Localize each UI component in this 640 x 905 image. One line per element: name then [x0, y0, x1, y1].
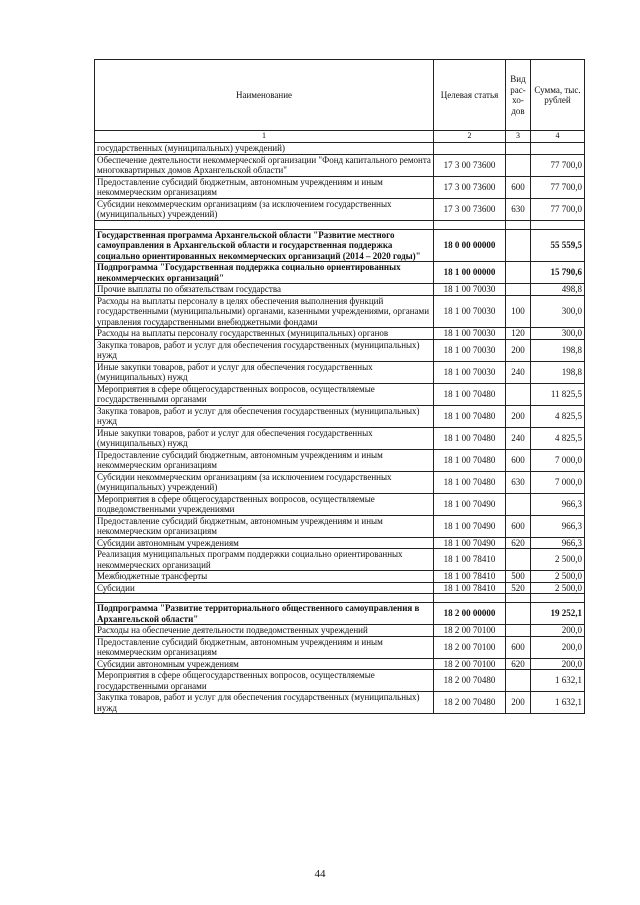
row-name: Подпрограмма "Развитие территориального общественного самоуправления в Архангельской области" [95, 603, 434, 625]
table-row [95, 449, 585, 471]
row-name: Расходы на выплаты персоналу в целях обеспечения выполнения функций государственными (муниципальными) органами, казенными учреждениями, органами управления государственными внебюджетными фондами [95, 295, 434, 328]
row-expense-type [506, 143, 531, 155]
row-amount: 19 252,1 [531, 603, 585, 625]
row-amount: 4 825,5 [531, 405, 585, 427]
table-row [95, 625, 585, 637]
row-amount: 15 790,6 [531, 262, 585, 284]
table-row [95, 295, 585, 328]
row-target-code: 18 1 00 70480 [434, 449, 506, 471]
row-expense-type: 600 [506, 636, 531, 658]
row-name: Мероприятия в сфере общегосударственных вопросов, осуществляемые государственными органами [95, 383, 434, 405]
row-expense-type [506, 383, 531, 405]
row-name: Субсидии некоммерческим организациям (за исключением государственных (муниципальных) учреждений) [95, 198, 434, 220]
row-name: Предоставление субсидий бюджетным, автономным учреждениям и иным некоммерческим организациям [95, 449, 434, 471]
row-expense-type [506, 594, 531, 603]
table-row [95, 515, 585, 537]
row-expense-type [506, 262, 531, 284]
spacer-row [95, 220, 585, 229]
row-name: Расходы на обеспечение деятельности подведомственных учреждений [95, 625, 434, 637]
row-amount: 200,0 [531, 658, 585, 670]
table-row [95, 284, 585, 296]
row-target-code: 18 1 00 70480 [434, 427, 506, 449]
row-name: Подпрограмма "Государственная поддержка социально ориентированных некоммерческих организаций" [95, 262, 434, 284]
row-expense-type: 240 [506, 427, 531, 449]
row-amount: 966,3 [531, 515, 585, 537]
row-name: Мероприятия в сфере общегосударственных вопросов, осуществляемые государственными органами [95, 670, 434, 692]
row-target-code: 18 1 00 78410 [434, 582, 506, 594]
row-name: Мероприятия в сфере общегосударственных вопросов, осуществляемые подведомственными учреждениями [95, 493, 434, 515]
row-target-code [434, 143, 506, 155]
row-amount: 198,8 [531, 339, 585, 361]
table-row [95, 383, 585, 405]
row-target-code: 18 1 00 70030 [434, 328, 506, 340]
row-amount [531, 220, 585, 229]
row-amount: 300,0 [531, 295, 585, 328]
row-target-code: 17 3 00 73600 [434, 198, 506, 220]
row-target-code: 18 1 00 00000 [434, 262, 506, 284]
row-amount: 7 000,0 [531, 449, 585, 471]
page-number: 44 [314, 868, 326, 880]
row-amount: 11 825,5 [531, 383, 585, 405]
row-amount: 300,0 [531, 328, 585, 340]
row-expense-type: 200 [506, 692, 531, 714]
row-name: Субсидии некоммерческим организациям (за исключением государственных (муниципальных) учреждений) [95, 471, 434, 493]
row-name: Предоставление субсидий бюджетным, автономным учреждениям и иным некоммерческим организациям [95, 176, 434, 198]
row-name: Субсидии автономным учреждениям [95, 537, 434, 549]
row-amount: 77 700,0 [531, 176, 585, 198]
row-amount: 1 632,1 [531, 670, 585, 692]
table-row [95, 603, 585, 625]
row-expense-type [506, 603, 531, 625]
table-header-row [95, 60, 585, 131]
table-row [95, 361, 585, 383]
row-target-code: 18 2 00 70100 [434, 625, 506, 637]
row-expense-type [506, 670, 531, 692]
row-target-code: 18 2 00 70100 [434, 658, 506, 670]
table-row [95, 143, 585, 155]
table-row [95, 328, 585, 340]
table-row [95, 549, 585, 571]
row-expense-type: 620 [506, 658, 531, 670]
row-target-code: 18 2 00 70480 [434, 692, 506, 714]
row-target-code: 17 3 00 73600 [434, 176, 506, 198]
row-target-code: 18 1 00 78410 [434, 571, 506, 583]
row-target-code: 18 2 00 70100 [434, 636, 506, 658]
table-row [95, 262, 585, 284]
row-amount: 77 700,0 [531, 154, 585, 176]
row-expense-type: 500 [506, 571, 531, 583]
row-name: Межбюджетные трансферты [95, 571, 434, 583]
row-target-code: 17 3 00 73600 [434, 154, 506, 176]
row-expense-type: 100 [506, 295, 531, 328]
budget-table [94, 59, 585, 714]
colnum-2: 2 [434, 131, 506, 143]
header-vid: Вид рас-хо-дов [506, 60, 531, 131]
row-name: Закупка товаров, работ и услуг для обеспечения государственных (муниципальных) нужд [95, 405, 434, 427]
table-row [95, 427, 585, 449]
row-target-code: 18 1 00 70030 [434, 339, 506, 361]
row-expense-type: 240 [506, 361, 531, 383]
row-expense-type [506, 284, 531, 296]
colnum-1: 1 [95, 131, 434, 143]
row-target-code: 18 1 00 70030 [434, 361, 506, 383]
header-sum: Сумма, тыс. рублей [531, 60, 585, 131]
table-row [95, 692, 585, 714]
row-name: Субсидии [95, 582, 434, 594]
row-name: Обеспечение деятельности некоммерческой организации "Фонд капитального ремонта многоквартирных домов Архангельской области" [95, 154, 434, 176]
row-name [95, 220, 434, 229]
colnum-4: 4 [531, 131, 585, 143]
row-name: Расходы на выплаты персоналу государственных (муниципальных) органов [95, 328, 434, 340]
row-target-code: 18 1 00 70030 [434, 284, 506, 296]
row-expense-type: 600 [506, 176, 531, 198]
row-name: Предоставление субсидий бюджетным, автономным учреждениям и иным некоммерческим организациям [95, 636, 434, 658]
spacer-row [95, 594, 585, 603]
row-amount: 7 000,0 [531, 471, 585, 493]
table-row [95, 198, 585, 220]
row-target-code: 18 1 00 70490 [434, 515, 506, 537]
row-name: Государственная программа Архангельской области "Развитие местного самоуправления в Архангельской области и государственная поддержка социально ориентированных некоммерческих организаций (2014 – 2020 годы)" [95, 229, 434, 262]
table-row [95, 636, 585, 658]
row-amount: 966,3 [531, 537, 585, 549]
table-row [95, 493, 585, 515]
table-row [95, 339, 585, 361]
row-name: Иные закупки товаров, работ и услуг для обеспечения государственных (муниципальных) нужд [95, 427, 434, 449]
row-name: Реализация муниципальных программ поддержки социально ориентированных некоммерческих организаций [95, 549, 434, 571]
row-amount: 2 500,0 [531, 571, 585, 583]
row-name: Субсидии автономным учреждениям [95, 658, 434, 670]
row-expense-type [506, 154, 531, 176]
row-expense-type [506, 493, 531, 515]
row-expense-type [506, 549, 531, 571]
row-amount: 55 559,5 [531, 229, 585, 262]
table-row [95, 154, 585, 176]
row-expense-type [506, 229, 531, 262]
table-row [95, 471, 585, 493]
row-name: государственных (муниципальных) учреждений) [95, 143, 434, 155]
row-expense-type: 600 [506, 515, 531, 537]
row-target-code: 18 2 00 70480 [434, 670, 506, 692]
row-expense-type: 520 [506, 582, 531, 594]
row-expense-type: 620 [506, 537, 531, 549]
row-expense-type [506, 625, 531, 637]
row-target-code: 18 1 00 70490 [434, 493, 506, 515]
row-target-code [434, 594, 506, 603]
row-amount: 498,8 [531, 284, 585, 296]
colnum-3: 3 [506, 131, 531, 143]
row-target-code: 18 1 00 70030 [434, 295, 506, 328]
table-row [95, 229, 585, 262]
row-target-code: 18 0 00 00000 [434, 229, 506, 262]
row-expense-type: 600 [506, 449, 531, 471]
row-name: Иные закупки товаров, работ и услуг для обеспечения государственных (муниципальных) нужд [95, 361, 434, 383]
row-amount [531, 143, 585, 155]
row-amount: 1 632,1 [531, 692, 585, 714]
row-target-code: 18 2 00 00000 [434, 603, 506, 625]
row-expense-type: 200 [506, 339, 531, 361]
row-target-code: 18 1 00 70480 [434, 383, 506, 405]
row-target-code: 18 1 00 78410 [434, 549, 506, 571]
table-row [95, 537, 585, 549]
row-name: Предоставление субсидий бюджетным, автономным учреждениям и иным некоммерческим организациям [95, 515, 434, 537]
row-target-code: 18 1 00 70490 [434, 537, 506, 549]
row-expense-type: 200 [506, 405, 531, 427]
table-row [95, 571, 585, 583]
row-target-code [434, 220, 506, 229]
table-row [95, 658, 585, 670]
row-expense-type: 120 [506, 328, 531, 340]
row-name: Закупка товаров, работ и услуг для обеспечения государственных (муниципальных) нужд [95, 692, 434, 714]
row-amount [531, 594, 585, 603]
row-name [95, 594, 434, 603]
table-row [95, 405, 585, 427]
row-target-code: 18 1 00 70480 [434, 405, 506, 427]
row-target-code: 18 1 00 70480 [434, 471, 506, 493]
column-number-row [95, 131, 585, 143]
row-expense-type [506, 220, 531, 229]
header-name: Наименование [95, 60, 434, 131]
header-code: Целевая статья [434, 60, 506, 131]
row-amount: 77 700,0 [531, 198, 585, 220]
row-expense-type: 630 [506, 471, 531, 493]
row-amount: 966,3 [531, 493, 585, 515]
table-row [95, 670, 585, 692]
table-row [95, 582, 585, 594]
row-amount: 200,0 [531, 625, 585, 637]
table-row [95, 176, 585, 198]
row-name: Закупка товаров, работ и услуг для обеспечения государственных (муниципальных) нужд [95, 339, 434, 361]
row-amount: 4 825,5 [531, 427, 585, 449]
row-expense-type: 630 [506, 198, 531, 220]
row-amount: 200,0 [531, 636, 585, 658]
row-amount: 2 500,0 [531, 549, 585, 571]
row-name: Прочие выплаты по обязательствам государства [95, 284, 434, 296]
row-amount: 198,8 [531, 361, 585, 383]
row-amount: 2 500,0 [531, 582, 585, 594]
